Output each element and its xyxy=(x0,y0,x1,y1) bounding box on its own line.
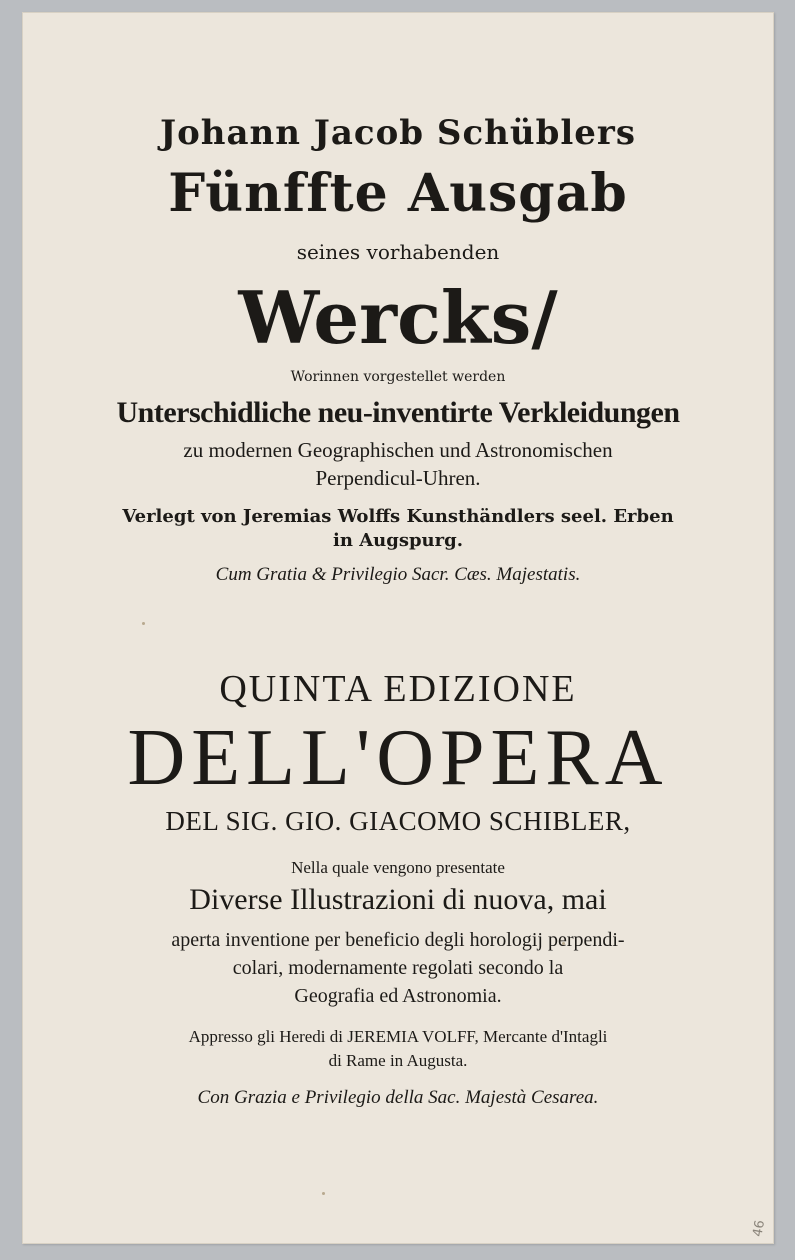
italian-description-heading: Diverse Illustrazioni di nuova, mai xyxy=(189,883,607,916)
german-intro-line: Worinnen vorgestellet werden xyxy=(290,369,506,385)
foxing-spot xyxy=(142,622,145,625)
italian-edition-title: QUINTA EDIZIONE xyxy=(219,668,577,710)
foxing-spot xyxy=(322,1192,325,1195)
italian-privilege-line: Con Grazia e Privilegio della Sac. Majestà Cesarea. xyxy=(197,1087,599,1108)
title-page-sheet xyxy=(22,12,774,1244)
italian-publisher-line: Appresso gli Heredi di JEREMIA VOLFF, Mercante d'Intagli xyxy=(188,1027,608,1046)
italian-publisher-place: di Rame in Augusta. xyxy=(328,1051,468,1070)
german-publisher-line: Verlegt von Jeremias Wolffs Kunsthändlers seel. Erben xyxy=(122,506,674,527)
german-privilege-line: Cum Gratia & Privilegio Sacr. Cæs. Majestatis. xyxy=(215,564,581,585)
german-description-line: Perpendicul-Uhren. xyxy=(315,466,481,490)
german-author-line: Johann Jacob Schüblers xyxy=(160,113,636,153)
italian-author-line: DEL SIG. GIO. GIACOMO SCHIBLER, xyxy=(165,806,631,836)
german-edition-title: Fünffte Ausgab xyxy=(168,163,628,224)
german-subtitle-line: seines vorhabenden xyxy=(296,240,500,264)
german-description-heading: Unterschidliche neu-inventirte Verkleidungen xyxy=(116,396,680,429)
german-publisher-place: in Augspurg. xyxy=(333,530,463,551)
italian-intro-line: Nella quale vengono presentate xyxy=(291,858,505,877)
italian-description-line: Geografia ed Astronomia. xyxy=(294,985,502,1007)
italian-description-line: aperta inventione per beneficio degli horologij perpendi- xyxy=(171,929,625,951)
italian-work-title: DELL'OPERA xyxy=(127,714,669,802)
pencil-page-number: 46 xyxy=(750,1219,769,1238)
italian-description-line: colari, modernamente regolati secondo la xyxy=(232,957,564,979)
german-work-title: Wercks/ xyxy=(238,275,558,360)
german-description-line: zu modernen Geographischen und Astronomischen xyxy=(183,438,613,462)
